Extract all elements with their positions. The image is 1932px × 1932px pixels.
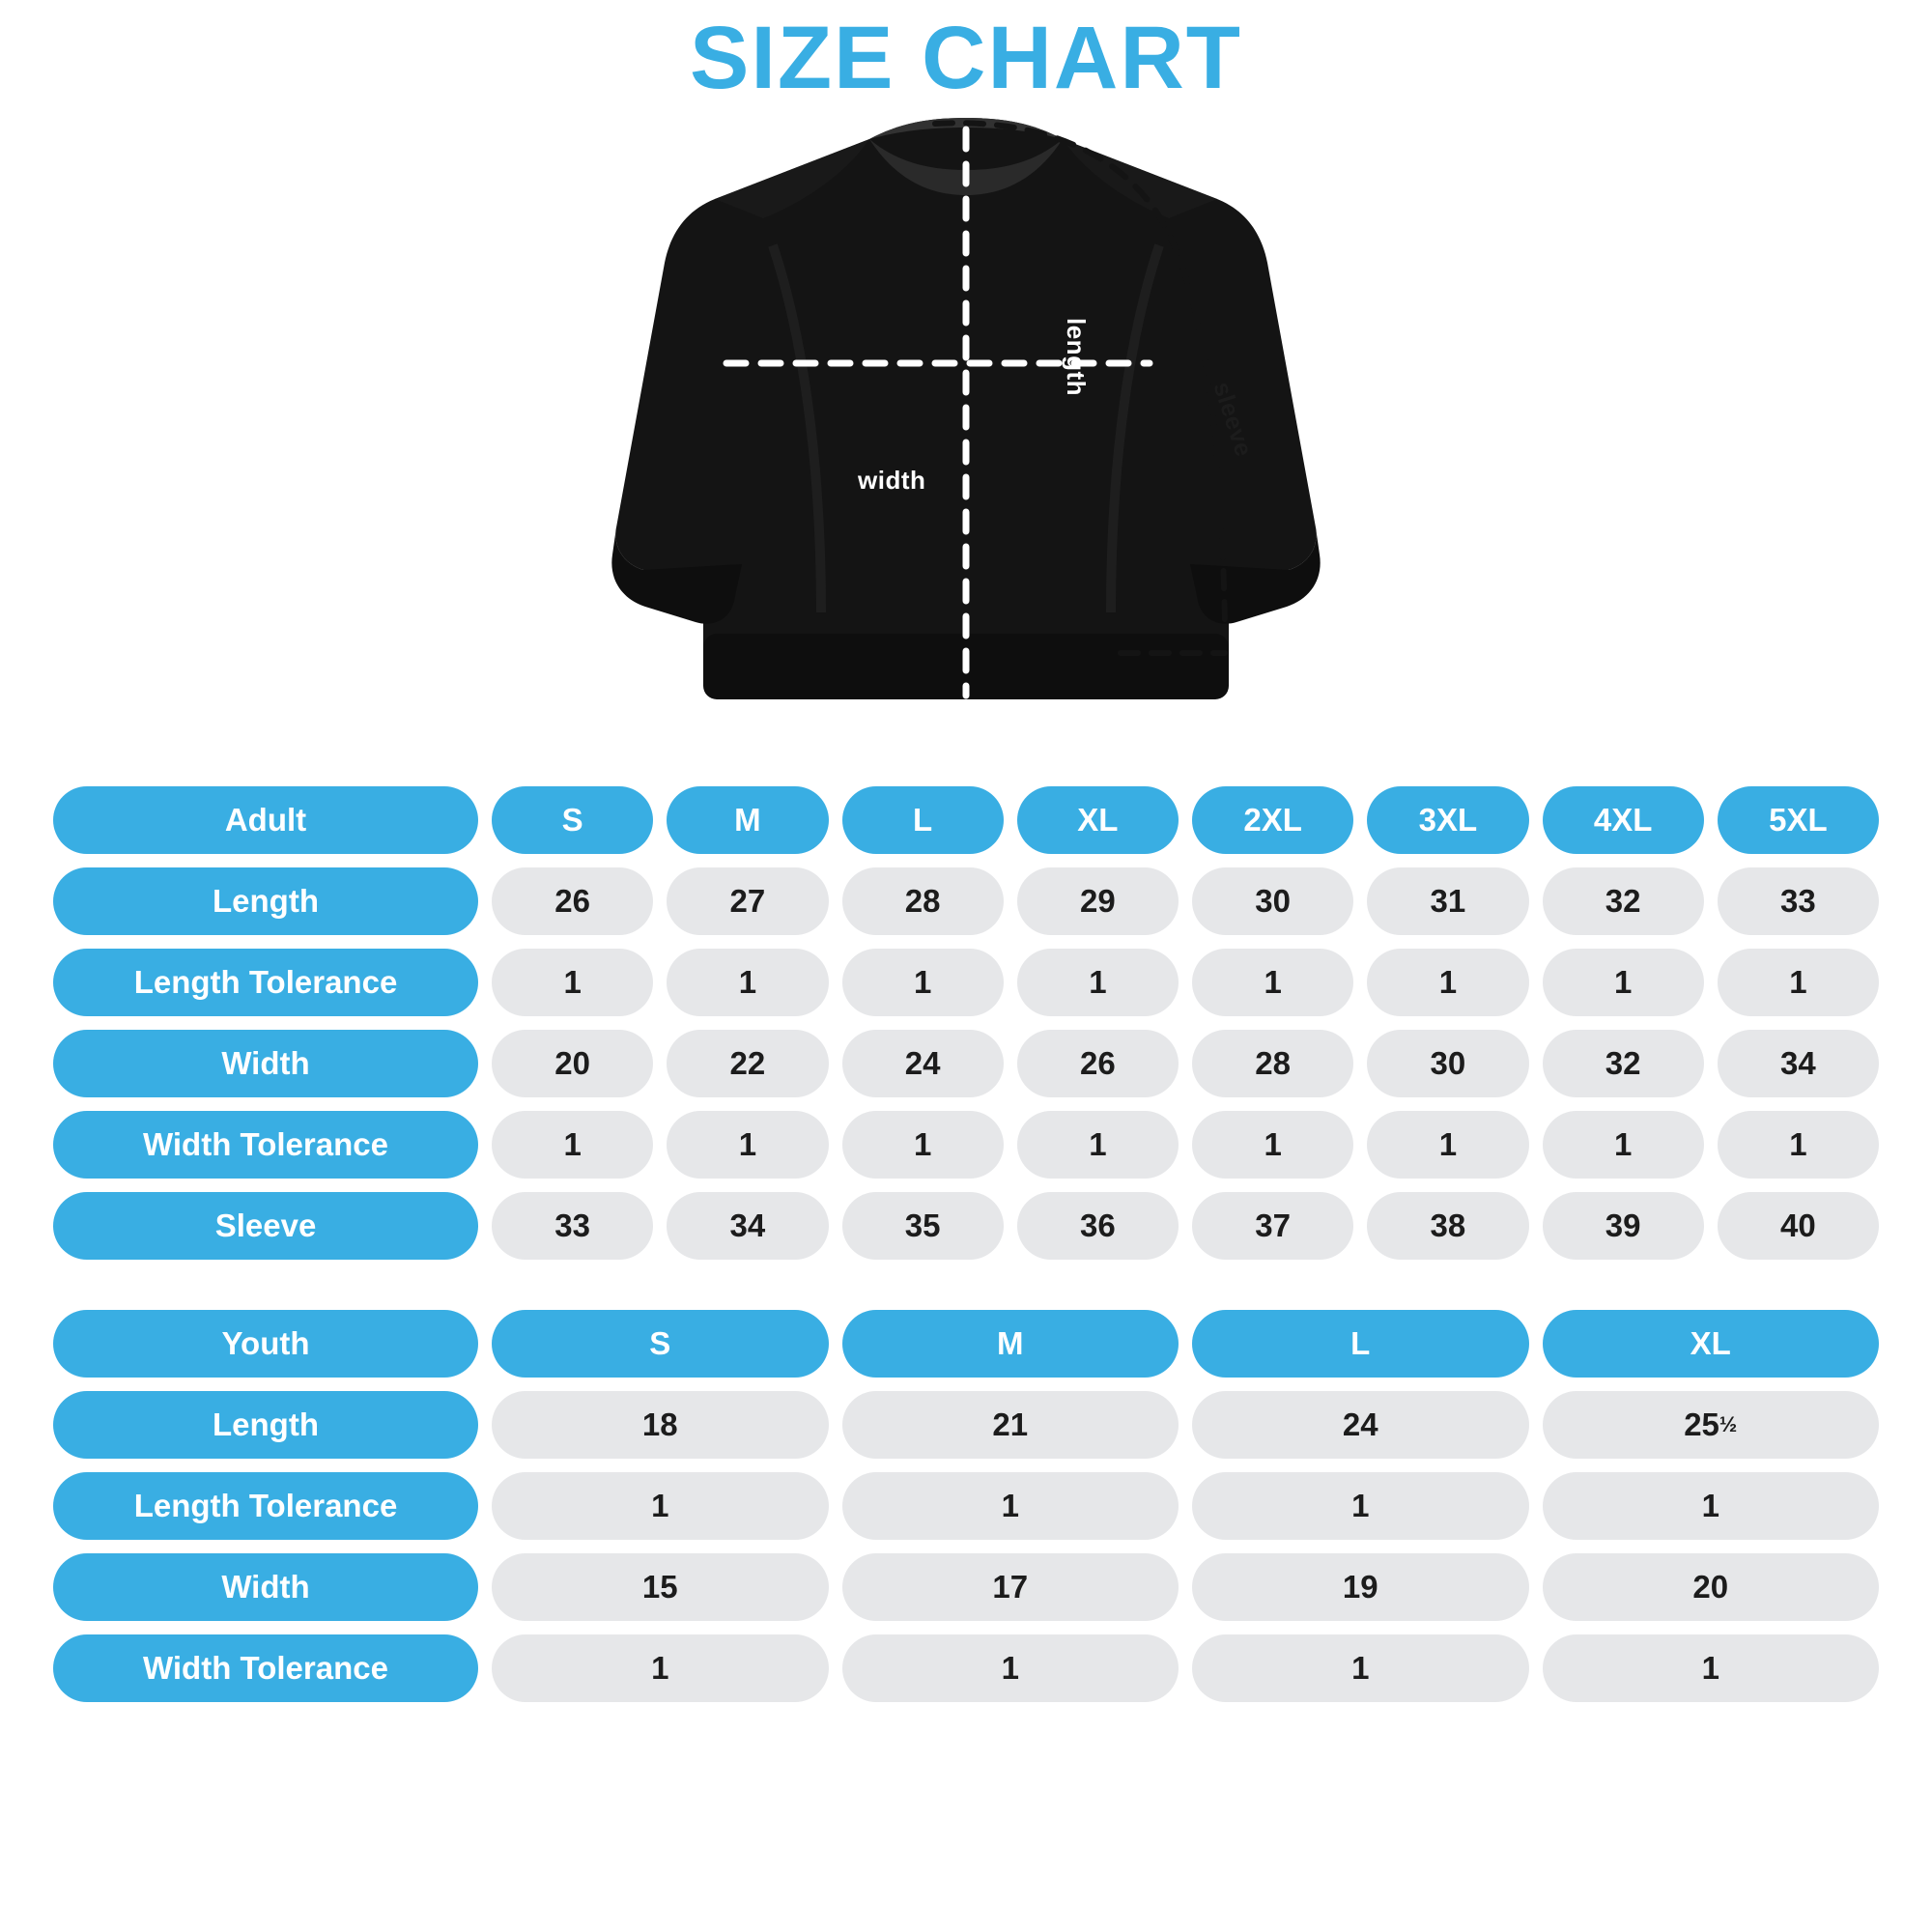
youth-header-row — [53, 1310, 1879, 1378]
row-values-sleeve — [492, 1192, 1879, 1260]
cell-youth-length-xl — [1543, 1391, 1880, 1459]
cell-youth-width-xl: 20 — [1543, 1553, 1880, 1621]
cell-youth-widthtol-l: 1 — [1192, 1634, 1529, 1702]
length-measure-label: length — [1062, 318, 1091, 396]
youth-table-title: Youth — [53, 1310, 478, 1378]
cell-adult-sleeve-l: 35 — [842, 1192, 1004, 1260]
row-values-youth-length-tolerance — [492, 1472, 1879, 1540]
cell-adult-sleeve-xl: 36 — [1017, 1192, 1179, 1260]
adult-size-header-s: S — [492, 786, 653, 854]
cell-adult-sleeve-s: 33 — [492, 1192, 653, 1260]
row-label-width: Width — [53, 1030, 478, 1097]
youth-size-header-l: L — [1192, 1310, 1529, 1378]
cell-youth-lengthtol-xl: 1 — [1543, 1472, 1880, 1540]
cell-adult-sleeve-4xl: 39 — [1543, 1192, 1704, 1260]
table-row — [53, 1472, 1879, 1540]
cell-youth-lengthtol-l: 1 — [1192, 1472, 1529, 1540]
adult-size-header-2xl: 2XL — [1192, 786, 1353, 854]
cell-adult-lengthtol-3xl: 1 — [1367, 949, 1528, 1016]
cell-adult-width-s: 20 — [492, 1030, 653, 1097]
adult-size-table — [0, 786, 1932, 1260]
row-values-length — [492, 867, 1879, 935]
cell-adult-length-m: 27 — [667, 867, 828, 935]
adult-size-headers — [492, 786, 1879, 854]
adult-size-header-m: M — [667, 786, 828, 854]
cell-youth-widthtol-xl: 1 — [1543, 1634, 1880, 1702]
row-label-youth-width: Width — [53, 1553, 478, 1621]
row-label-youth-length: Length — [53, 1391, 478, 1459]
table-row — [53, 1391, 1879, 1459]
cell-youth-width-s: 15 — [492, 1553, 829, 1621]
cell-youth-width-l: 19 — [1192, 1553, 1529, 1621]
table-row — [53, 949, 1879, 1016]
cell-adult-widthtol-l: 1 — [842, 1111, 1004, 1179]
cell-adult-lengthtol-2xl: 1 — [1192, 949, 1353, 1016]
cell-youth-widthtol-s: 1 — [492, 1634, 829, 1702]
adult-size-header-xl: XL — [1017, 786, 1179, 854]
youth-size-header-s: S — [492, 1310, 829, 1378]
table-row — [53, 1553, 1879, 1621]
table-row — [53, 867, 1879, 935]
row-label-length-tolerance: Length Tolerance — [53, 949, 478, 1016]
youth-size-header-m: M — [842, 1310, 1179, 1378]
table-row — [53, 1634, 1879, 1702]
row-values-width-tolerance — [492, 1111, 1879, 1179]
adult-size-header-4xl: 4XL — [1543, 786, 1704, 854]
cell-adult-width-l: 24 — [842, 1030, 1004, 1097]
cell-adult-sleeve-m: 34 — [667, 1192, 828, 1260]
cell-adult-width-xl: 26 — [1017, 1030, 1179, 1097]
cell-adult-lengthtol-m: 1 — [667, 949, 828, 1016]
cell-youth-lengthtol-m: 1 — [842, 1472, 1179, 1540]
adult-size-header-5xl: 5XL — [1718, 786, 1879, 854]
cell-adult-width-3xl: 30 — [1367, 1030, 1528, 1097]
row-label-length: Length — [53, 867, 478, 935]
cell-adult-length-l: 28 — [842, 867, 1004, 935]
cell-adult-lengthtol-5xl: 1 — [1718, 949, 1879, 1016]
cell-adult-widthtol-5xl: 1 — [1718, 1111, 1879, 1179]
cell-adult-width-m: 22 — [667, 1030, 828, 1097]
cell-adult-sleeve-3xl: 38 — [1367, 1192, 1528, 1260]
cell-adult-length-s: 26 — [492, 867, 653, 935]
row-label-youth-width-tolerance: Width Tolerance — [53, 1634, 478, 1702]
cell-adult-length-xl: 29 — [1017, 867, 1179, 935]
table-row — [53, 1111, 1879, 1179]
cell-youth-length-s: 18 — [492, 1391, 829, 1459]
garment-illustration — [0, 110, 1932, 777]
cell-adult-widthtol-xl: 1 — [1017, 1111, 1179, 1179]
cell-adult-widthtol-2xl: 1 — [1192, 1111, 1353, 1179]
cell-adult-lengthtol-l: 1 — [842, 949, 1004, 1016]
cell-adult-width-2xl: 28 — [1192, 1030, 1353, 1097]
cell-youth-length-xl-whole: 25 — [1684, 1406, 1719, 1442]
youth-size-headers — [492, 1310, 1879, 1378]
cell-adult-length-5xl: 33 — [1718, 867, 1879, 935]
row-label-youth-length-tolerance: Length Tolerance — [53, 1472, 478, 1540]
cell-adult-length-2xl: 30 — [1192, 867, 1353, 935]
row-label-width-tolerance: Width Tolerance — [53, 1111, 478, 1179]
cell-adult-widthtol-4xl: 1 — [1543, 1111, 1704, 1179]
row-values-length-tolerance — [492, 949, 1879, 1016]
cell-adult-widthtol-3xl: 1 — [1367, 1111, 1528, 1179]
cell-adult-lengthtol-s: 1 — [492, 949, 653, 1016]
width-measure-label: width — [858, 466, 926, 495]
row-label-sleeve: Sleeve — [53, 1192, 478, 1260]
adult-header-row — [53, 786, 1879, 854]
cell-adult-lengthtol-xl: 1 — [1017, 949, 1179, 1016]
cell-adult-sleeve-5xl: 40 — [1718, 1192, 1879, 1260]
cell-youth-lengthtol-s: 1 — [492, 1472, 829, 1540]
page-title: SIZE CHART — [690, 9, 1242, 107]
cell-youth-widthtol-m: 1 — [842, 1634, 1179, 1702]
cell-youth-width-m: 17 — [842, 1553, 1179, 1621]
cell-adult-width-5xl: 34 — [1718, 1030, 1879, 1097]
row-values-youth-width — [492, 1553, 1879, 1621]
sleeve-measure-label: sleeve — [1208, 379, 1258, 461]
row-values-width — [492, 1030, 1879, 1097]
adult-size-header-l: L — [842, 786, 1004, 854]
row-values-youth-width-tolerance — [492, 1634, 1879, 1702]
cell-adult-length-4xl: 32 — [1543, 867, 1704, 935]
cell-youth-length-xl-fraction: ½ — [1719, 1412, 1738, 1436]
table-row — [53, 1192, 1879, 1260]
adult-size-header-3xl: 3XL — [1367, 786, 1528, 854]
row-values-youth-length — [492, 1391, 1879, 1459]
cell-adult-widthtol-s: 1 — [492, 1111, 653, 1179]
cell-adult-width-4xl: 32 — [1543, 1030, 1704, 1097]
table-row — [53, 1030, 1879, 1097]
youth-size-table — [0, 1310, 1932, 1702]
cell-youth-length-m: 21 — [842, 1391, 1179, 1459]
youth-size-header-xl: XL — [1543, 1310, 1880, 1378]
cell-adult-length-3xl: 31 — [1367, 867, 1528, 935]
adult-table-title: Adult — [53, 786, 478, 854]
cell-adult-sleeve-2xl: 37 — [1192, 1192, 1353, 1260]
cell-youth-length-l: 24 — [1192, 1391, 1529, 1459]
cell-adult-widthtol-m: 1 — [667, 1111, 828, 1179]
cell-adult-lengthtol-4xl: 1 — [1543, 949, 1704, 1016]
